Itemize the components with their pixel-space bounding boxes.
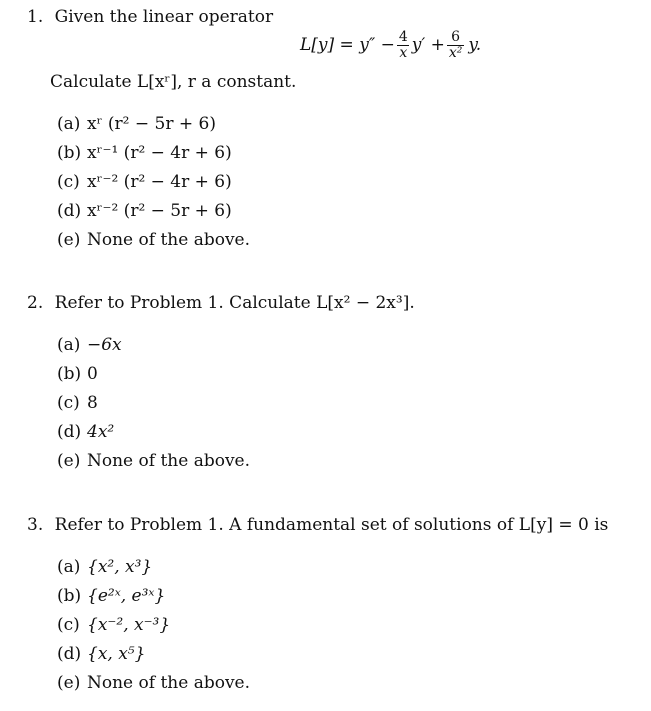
problem-1-intro: Given the linear operator [54,7,274,27]
operator-tail: y. [468,34,482,55]
option-label: (c) [57,615,80,635]
option-text: xʳ⁻¹ (r² − 4r + 6) [87,143,232,163]
problem-1-option-c [57,174,232,191]
option-text: xʳ⁻² (r² − 4r + 6) [87,172,232,192]
option-label: (b) [57,364,82,384]
problem-2-option-d [57,424,114,441]
problem-3-prompt: Refer to Problem 1. A fundamental set of solutions of L[y] = 0 is [54,515,609,535]
option-text: {x⁻², x⁻³} [87,615,171,635]
option-label: (e) [57,230,81,250]
option-text: None of the above. [87,673,251,693]
problem-3-option-b [57,588,165,605]
option-label: (e) [57,673,81,693]
problem-2-option-b [57,366,98,383]
problem-1-header [27,9,273,26]
fraction-4-over-x [397,30,410,60]
option-label: (a) [57,335,81,355]
problem-2-header [27,295,415,312]
option-label: (d) [57,201,82,221]
operator-equation [300,30,481,60]
option-text: xʳ⁻² (r² − 5r + 6) [87,201,232,221]
option-label: (b) [57,586,82,606]
problem-3-option-c [57,617,170,634]
problem-3-option-a [57,559,152,576]
problem-1-option-b [57,145,232,162]
option-label: (d) [57,422,82,442]
option-text: {e²ˣ, e³ˣ} [87,586,166,606]
option-text: None of the above. [87,451,251,471]
problem-3-option-e [57,675,250,692]
option-text: xʳ (r² − 5r + 6) [87,114,216,134]
option-text: 4x² [87,422,115,442]
problem-2-prompt: Refer to Problem 1. Calculate L[x² − 2x³]. [54,293,415,313]
fraction-2-denominator: x² [448,44,463,61]
option-text: −6x [87,335,122,355]
problem-3-option-d [57,646,145,663]
fraction-1-denominator: x [399,44,408,61]
operator-mid: y′ + [411,34,445,55]
option-text: None of the above. [87,230,251,250]
problem-1-option-d [57,203,232,220]
problem-1-number: 1. [27,7,44,27]
option-text: {x², x³} [87,557,153,577]
problem-2-option-c [57,395,98,412]
problem-3-header [27,517,608,534]
option-label: (e) [57,451,81,471]
option-text: 8 [87,393,98,413]
option-label: (b) [57,143,82,163]
problem-3-number: 3. [27,515,44,535]
fraction-1-numerator: 4 [398,29,408,45]
problem-1-task: Calculate L[xʳ], r a constant. [50,72,297,92]
option-text: 0 [87,364,98,384]
problem-2-option-e [57,453,250,470]
operator-lhs: L[y] = y″ − [300,34,395,55]
option-label: (c) [57,172,80,192]
option-text: {x, x⁵} [87,644,146,664]
option-label: (a) [57,557,81,577]
option-label: (c) [57,393,80,413]
option-label: (d) [57,644,82,664]
problem-1-option-e [57,232,250,249]
problem-2-option-a [57,337,122,354]
problem-2-number: 2. [27,293,44,313]
fraction-6-over-x2 [447,30,465,60]
fraction-2-numerator: 6 [451,29,461,45]
problem-1-option-a [57,116,216,133]
option-label: (a) [57,114,81,134]
